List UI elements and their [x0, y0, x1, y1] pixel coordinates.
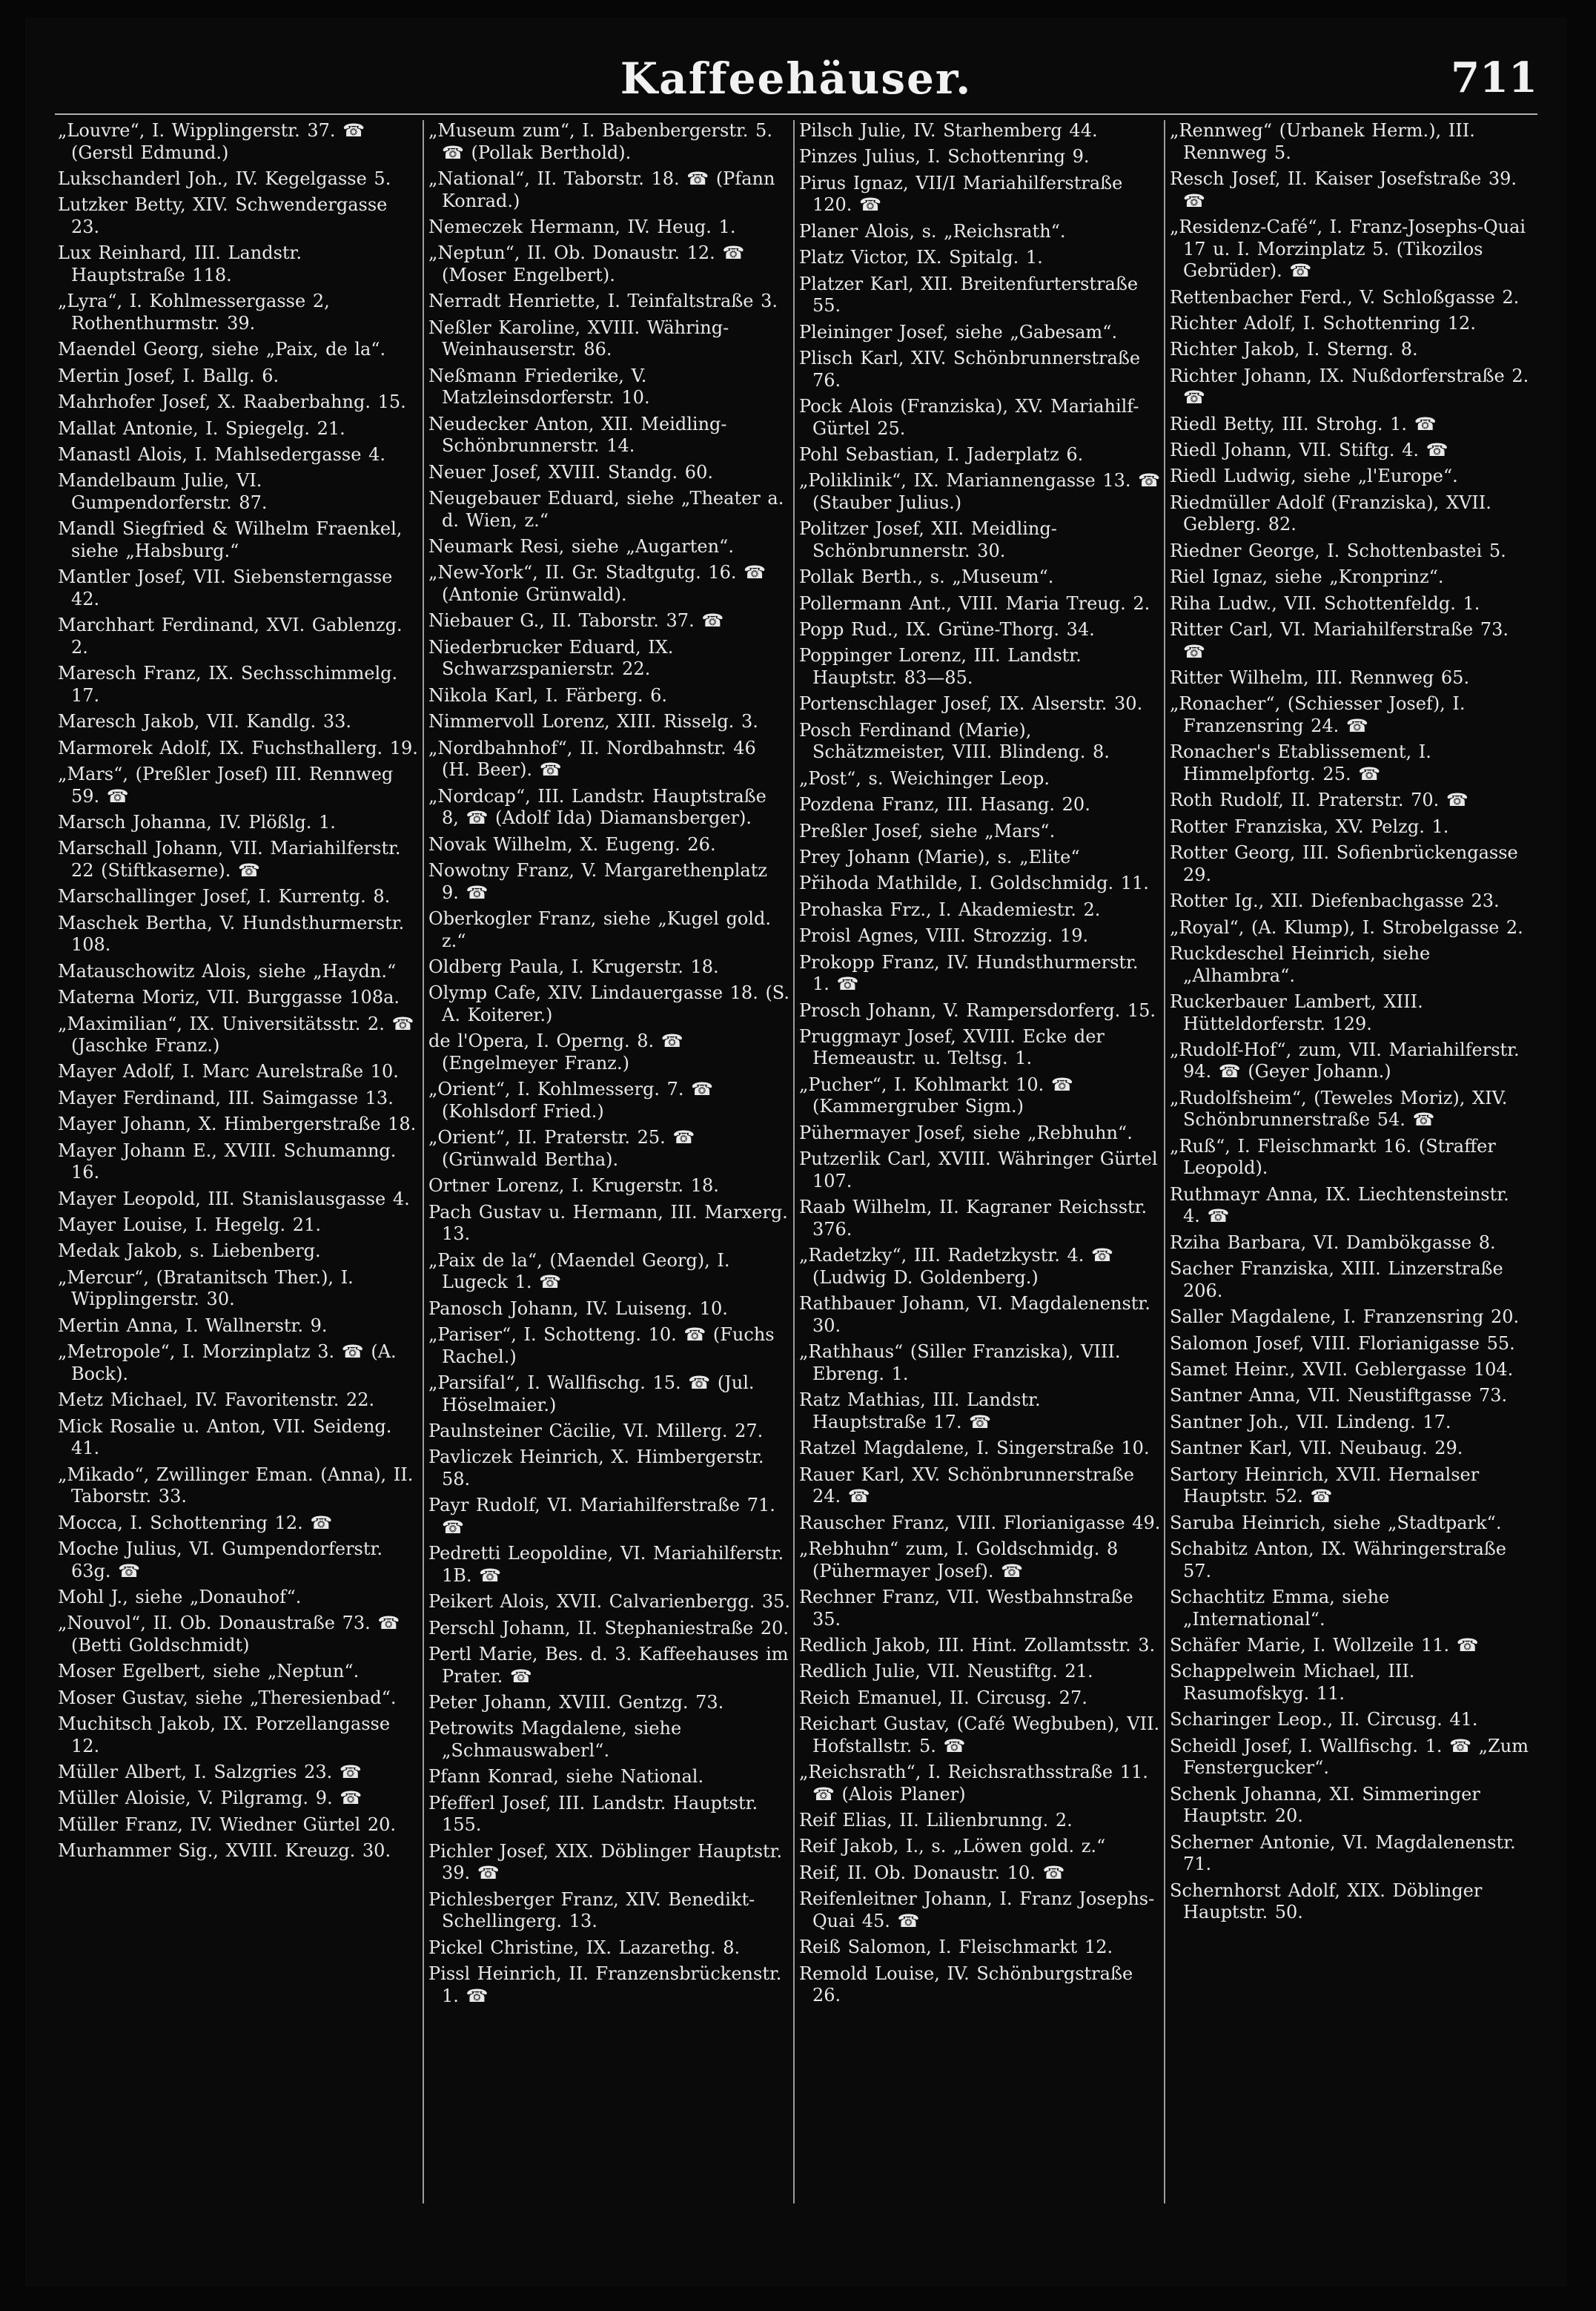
directory-entry: Mayer Ferdinand, III. Saimgasse 13. [58, 1087, 394, 1108]
directory-entry: Scheidl Josef, I. Wallfischg. 1. ☎ „Zum Fenstergucker“. [1170, 1735, 1529, 1779]
directory-entry: Rechner Franz, VII. Westbahnstraße 35. [799, 1586, 1133, 1630]
directory-entry: Sacher Franziska, XIII. Linzerstraße 206. [1170, 1258, 1503, 1301]
directory-entry: Riedl Ludwig, siehe „l'Europe“. [1170, 466, 1458, 487]
directory-entry: Redlich Julie, VII. Neustiftg. 21. [799, 1661, 1093, 1682]
directory-entry: Prey Johann (Marie), s. „Elite“ [799, 846, 1080, 867]
directory-entry: Paulnsteiner Cäcilie, VI. Millerg. 27. [428, 1420, 764, 1441]
directory-entry: Reiß Salomon, I. Fleischmarkt 12. [799, 1937, 1113, 1958]
directory-entry: Lux Reinhard, III. Landstr. Hauptstraße 118. [58, 242, 302, 285]
directory-entry: Maresch Jakob, VII. Kandlg. 33. [58, 711, 352, 733]
directory-entry: Schachtitz Emma, siehe „International“. [1170, 1586, 1390, 1630]
directory-entry: Mertin Anna, I. Wallnerstr. 9. [58, 1315, 328, 1336]
directory-entry: Oldberg Paula, I. Krugerstr. 18. [428, 956, 719, 977]
directory-entry: Rziha Barbara, VI. Dambökgasse 8. [1170, 1231, 1496, 1253]
directory-entry: Niederbrucker Eduard, IX. Schwarzspanierstr. 22. [428, 636, 674, 680]
directory-entry: Mallat Antonie, I. Spiegelg. 21. [58, 417, 345, 439]
directory-entry: „Maximilian“, IX. Universitätsstr. 2. ☎ (Jaschke Franz.) [58, 1013, 414, 1057]
directory-entry: Salomon Josef, VIII. Florianigasse 55. [1170, 1332, 1515, 1354]
directory-entry: „Nouvol“, II. Ob. Donaustraße 73. ☎ (Betti Goldschmidt) [58, 1613, 400, 1656]
directory-entry: Politzer Josef, XII. Meidling-Schönbrunnerstr. 30. [799, 518, 1057, 561]
directory-entry: Pichler Josef, XIX. Döblinger Hauptstr. 39. ☎ [428, 1840, 783, 1884]
directory-entry: Perschl Johann, II. Stephaniestraße 20. [428, 1617, 789, 1639]
directory-entry: Pock Alois (Franziska), XV. Mariahilf-Gürtel 25. [799, 395, 1139, 439]
directory-entry: Ronacher's Etablissement, I. Himmelpfortg. 25. ☎ [1170, 741, 1431, 784]
directory-entry: Prohaska Frz., I. Akademiestr. 2. [799, 899, 1101, 920]
page-title: Kaffeehäuser. [620, 53, 973, 104]
column-divider [793, 120, 795, 2203]
directory-entry: Ritter Wilhelm, III. Rennweg 65. [1170, 667, 1470, 689]
directory-entry: Neßmann Friederike, V. Matzleinsdorferstr. 10. [428, 365, 650, 409]
directory-entry: Ortner Lorenz, I. Krugerstr. 18. [428, 1175, 719, 1197]
directory-entry: Pinzes Julius, I. Schottenring 9. [799, 146, 1090, 168]
directory-entry: Roth Rudolf, II. Praterstr. 70. ☎ [1170, 790, 1468, 811]
directory-entry: „Neptun“, II. Ob. Donaustr. 12. ☎ (Moser Engelbert). [428, 242, 745, 285]
directory-entry: Saller Magdalene, I. Franzensring 20. [1170, 1306, 1520, 1328]
directory-entry: „Parsifal“, I. Wallfischg. 15. ☎ (Jul. Höselmaier.) [428, 1372, 755, 1415]
directory-entry: Pohl Sebastian, I. Jaderplatz 6. [799, 443, 1084, 465]
directory-entry: Nikola Karl, I. Färberg. 6. [428, 684, 668, 706]
directory-entry: Pichlesberger Franz, XIV. Benedikt-Schellingerg. 13. [428, 1888, 755, 1932]
directory-entry: Schabitz Anton, IX. Währingerstraße 57. [1170, 1538, 1506, 1581]
directory-entry: Poppinger Lorenz, III. Landstr. Hauptstr. 83—85. [799, 645, 1082, 689]
directory-entry: Mayer Adolf, I. Marc Aurelstraße 10. [58, 1061, 399, 1082]
directory-entry: Olymp Cafe, XIV. Lindauergasse 18. (S. A. Koiterer.) [428, 982, 790, 1025]
directory-entry: Pilsch Julie, IV. Starhemberg 44. [799, 120, 1098, 141]
directory-entry: „Mikado“, Zwillinger Eman. (Anna), II. Taborstr. 33. [58, 1464, 414, 1507]
directory-entry: „Paix de la“, (Maendel Georg), I. Lugeck 1. ☎ [428, 1249, 730, 1293]
directory-entry: „National“, II. Taborstr. 18. ☎ (Pfann Konrad.) [428, 168, 775, 211]
directory-entry: Peter Johann, XVIII. Gentzg. 73. [428, 1692, 724, 1713]
directory-entry: „Mercur“, (Bratanitsch Ther.), I. Wipplingerstr. 30. [58, 1266, 354, 1310]
directory-entry: „Rudolf-Hof“, zum, VII. Mariahilferstr. 94. ☎ (Geyer Johann.) [1170, 1039, 1520, 1082]
directory-entry: Neugebauer Eduard, siehe „Theater a. d. Wien, z.“ [428, 488, 784, 531]
directory-entry: „Nordcap“, III. Landstr. Hauptstraße 8, ☎ (Adolf Ida) Diamansberger). [428, 785, 766, 829]
directory-entry: Santner Joh., VII. Lindeng. 17. [1170, 1411, 1451, 1432]
directory-entry: „Royal“, (A. Klump), I. Strobelgasse 2. [1170, 916, 1523, 938]
directory-entry: Materna Moriz, VII. Burggasse 108a. [58, 987, 400, 1008]
directory-entry: „Pucher“, I. Kohlmarkt 10. ☎ (Kammergruber Sigm.) [799, 1074, 1073, 1117]
directory-entry: Santner Karl, VII. Neubaug. 29. [1170, 1438, 1463, 1459]
column-divider [1164, 120, 1165, 2203]
directory-entry: „Rebhuhn“ zum, I. Goldschmidg. 8 (Pühermayer Josef). ☎ [799, 1538, 1119, 1581]
directory-entry: Mayer Leopold, III. Stanislausgasse 4. [58, 1188, 410, 1209]
directory-entry: Schäfer Marie, I. Wollzeile 11. ☎ [1170, 1634, 1479, 1656]
page-number: 711 [1451, 53, 1537, 102]
header-rule [55, 113, 1537, 115]
directory-entry: Marsch Johanna, IV. Plößlg. 1. [58, 811, 336, 833]
directory-entry: Maendel Georg, siehe „Paix, de la“. [58, 339, 386, 360]
directory-entry: „Rudolfsheim“, (Teweles Moriz), XIV. Schönbrunnerstraße 54. ☎ [1170, 1087, 1508, 1131]
directory-entry: Prokopp Franz, IV. Hundsthurmerstr. 1. ☎ [799, 951, 1139, 995]
directory-entry: Pfefferl Josef, III. Landstr. Hauptstr. 155. [428, 1792, 758, 1836]
directory-entry: „Ronacher“, (Schiesser Josef), I. Franzensring 24. ☎ [1170, 693, 1466, 736]
directory-entry: Medak Jakob, s. Liebenberg. [58, 1240, 321, 1262]
directory-entry: Richter Jakob, I. Sterng. 8. [1170, 339, 1418, 360]
directory-entry: Redlich Jakob, III. Hint. Zollamtsstr. 3. [799, 1634, 1156, 1656]
directory-entry: Sartory Heinrich, XVII. Hernalser Hauptstr. 52. ☎ [1170, 1464, 1480, 1507]
directory-entry: Marschallinger Josef, I. Kurrentg. 8. [58, 886, 391, 907]
directory-entry: Pavliczek Heinrich, X. Himbergerstr. 58. [428, 1447, 764, 1490]
directory-entry: Pruggmayr Josef, XVIII. Ecke der Hemeaustr. u. Teltsg. 1. [799, 1025, 1105, 1069]
directory-entry: Mayer Johann, X. Himbergerstraße 18. [58, 1114, 417, 1135]
directory-entry: Moser Gustav, siehe „Theresienbad“. [58, 1687, 397, 1708]
directory-entry: Platz Victor, IX. Spitalg. 1. [799, 247, 1043, 268]
directory-entry: Santner Anna, VII. Neustiftgasse 73. [1170, 1385, 1508, 1406]
directory-entry: Platzer Karl, XII. Breitenfurterstraße 55. [799, 273, 1139, 317]
directory-entry: Pedretti Leopoldine, VI. Mariahilferstr. 1B. ☎ [428, 1543, 784, 1586]
directory-entry: Ritter Carl, VI. Mariahilferstraße 73. ☎ [1170, 619, 1509, 662]
directory-entry: Reich Emanuel, II. Circusg. 27. [799, 1687, 1087, 1708]
directory-entry: Ruckdeschel Heinrich, siehe „Alhambra“. [1170, 942, 1431, 986]
directory-entry: Mertin Josef, I. Ballg. 6. [58, 365, 279, 386]
directory-entry: Putzerlik Carl, XVIII. Währinger Gürtel 107. [799, 1148, 1158, 1191]
directory-entry: Posch Ferdinand (Marie), Schätzmeister, VIII. Blindeng. 8. [799, 719, 1110, 763]
directory-entry: Ratz Mathias, III. Landstr. Hauptstraße 17. ☎ [799, 1389, 1041, 1432]
directory-entry: Mocca, I. Schottenring 12. ☎ [58, 1512, 333, 1533]
directory-entry: Mohl J., siehe „Donauhof“. [58, 1586, 302, 1607]
directory-entry: Nerradt Henriette, I. Teinfaltstraße 3. [428, 291, 778, 312]
directory-entry: Riedl Betty, III. Strohg. 1. ☎ [1170, 413, 1437, 434]
directory-entry: Petrowits Magdalene, siehe „Schmauswaberl“. [428, 1718, 682, 1762]
directory-entry: „Louvre“, I. Wipplingerstr. 37. ☎ (Gerstl Edmund.) [58, 120, 365, 163]
directory-entry: Popp Rud., IX. Grüne-Thorg. 34. [799, 619, 1095, 641]
column-3 [799, 120, 1161, 2203]
directory-entry: Lukschanderl Joh., IV. Kegelgasse 5. [58, 168, 391, 189]
directory-entry: Peikert Alois, XVII. Calvarienbergg. 35. [428, 1591, 790, 1613]
directory-entry: Reif, II. Ob. Donaustr. 10. ☎ [799, 1862, 1065, 1883]
directory-entry: Rotter Franziska, XV. Pelzg. 1. [1170, 816, 1449, 837]
directory-entry: Oberkogler Franz, siehe „Kugel gold. z.“ [428, 907, 771, 951]
directory-entry: Schenk Johanna, XI. Simmeringer Hauptstr. 20. [1170, 1783, 1480, 1827]
directory-entry: Novak Wilhelm, X. Eugeng. 26. [428, 833, 716, 855]
directory-entry: „Mars“, (Preßler Josef) III. Rennweg 59. ☎ [58, 763, 394, 807]
directory-entry: Pertl Marie, Bes. d. 3. Kaffeehauses im Prater. ☎ [428, 1644, 789, 1687]
directory-entry: Saruba Heinrich, siehe „Stadtpark“. [1170, 1512, 1502, 1533]
page-header [55, 46, 1537, 117]
directory-entry: Pickel Christine, IX. Lazarethg. 8. [428, 1937, 741, 1958]
directory-entry: „Lyra“, I. Kohlmessergasse 2, Rothenthurmstr. 39. [58, 291, 330, 334]
directory-entry: Matauschowitz Alois, siehe „Haydn.“ [58, 960, 397, 982]
directory-entry: Rauer Karl, XV. Schönbrunnerstraße 24. ☎ [799, 1464, 1134, 1507]
directory-entry: Marchhart Ferdinand, XVI. Gablenzg. 2. [58, 615, 403, 658]
directory-entry: Přihoda Mathilde, I. Goldschmidg. 11. [799, 873, 1149, 894]
directory-entry: Riedl Johann, VII. Stiftg. 4. ☎ [1170, 440, 1448, 461]
directory-entry: Pollak Berth., s. „Museum“. [799, 566, 1054, 588]
directory-entry: Remold Louise, IV. Schönburgstraße 26. [799, 1963, 1133, 2006]
directory-entry: Payr Rudolf, VI. Mariahilferstraße 71. ☎ [428, 1495, 775, 1538]
directory-entry: „Reichsrath“, I. Reichsrathsstraße 11. ☎ (Alois Planer) [799, 1762, 1148, 1805]
directory-entry: Scherner Antonie, VI. Magdalenenstr. 71. [1170, 1831, 1516, 1875]
directory-entry: Pissl Heinrich, II. Franzensbrückenstr. 1. ☎ [428, 1963, 782, 2006]
directory-entry: Pleininger Josef, siehe „Gabesam“. [799, 321, 1118, 343]
directory-entry: „Nordbahnhof“, II. Nordbahnstr. 46 (H. Beer). ☎ [428, 737, 756, 781]
directory-entry: „New-York“, II. Gr. Stadtgutg. 16. ☎ (Antonie Grünwald). [428, 562, 766, 606]
directory-entry: „Orient“, I. Kohlmesserg. 7. ☎ (Kohlsdorf Fried.) [428, 1079, 714, 1122]
directory-entry: Rotter Ig., XII. Diefenbachgasse 23. [1170, 890, 1500, 912]
directory-entry: Marmorek Adolf, IX. Fuchsthallerg. 19. [58, 737, 418, 758]
column-1 [58, 120, 420, 2203]
directory-entry: Plisch Karl, XIV. Schönbrunnerstraße 76. [799, 347, 1141, 391]
directory-entry: Rathbauer Johann, VI. Magdalenenstr. 30. [799, 1293, 1150, 1336]
directory-entry: „Rathhaus“ (Siller Franziska), VIII. Ebreng. 1. [799, 1341, 1121, 1384]
directory-entry: Pach Gustav u. Hermann, III. Marxerg. 13. [428, 1201, 788, 1245]
directory-entry: Riedmüller Adolf (Franziska), XVII. Geblerg. 82. [1170, 492, 1491, 535]
directory-entry: Riel Ignaz, siehe „Kronprinz“. [1170, 566, 1444, 588]
directory-entry: Richter Adolf, I. Schottenring 12. [1170, 312, 1476, 334]
directory-entry: Riha Ludw., VII. Schottenfeldg. 1. [1170, 592, 1480, 614]
directory-entry: Prosch Johann, V. Rampersdorferg. 15. [799, 999, 1156, 1021]
directory-entry: Proisl Agnes, VIII. Strozzig. 19. [799, 925, 1089, 947]
directory-entry: Resch Josef, II. Kaiser Josefstraße 39. ☎ [1170, 168, 1517, 211]
directory-entry: Reifenleitner Johann, I. Franz Josephs-Quai 45. ☎ [799, 1888, 1155, 1931]
column-2 [428, 120, 790, 2203]
directory-entry: Reif Elias, II. Lilienbrunng. 2. [799, 1810, 1073, 1831]
directory-entry: Panosch Johann, IV. Luiseng. 10. [428, 1297, 728, 1319]
directory-entry: Preßler Josef, siehe „Mars“. [799, 820, 1056, 842]
directory-entry: Rotter Georg, III. Sofienbrückengasse 29. [1170, 842, 1518, 885]
directory-entry: Müller Albert, I. Salzgries 23. ☎ [58, 1762, 362, 1783]
directory-entry: Murhammer Sig., XVIII. Kreuzg. 30. [58, 1840, 391, 1862]
directory-entry: „Metropole“, I. Morzinplatz 3. ☎ (A. Bock). [58, 1341, 397, 1384]
directory-entry: Mayer Louise, I. Hegelg. 21. [58, 1214, 321, 1236]
directory-entry: Riedner George, I. Schottenbastei 5. [1170, 540, 1506, 561]
directory-entry: Pozdena Franz, III. Hasang. 20. [799, 794, 1090, 816]
directory-entry: „Pariser“, I. Schotteng. 10. ☎ (Fuchs Rachel.) [428, 1324, 775, 1367]
directory-entry: Rauscher Franz, VIII. Florianigasse 49. [799, 1512, 1161, 1533]
directory-entry: Mahrhofer Josef, X. Raaberbahng. 15. [58, 391, 406, 413]
directory-entry: Mandelbaum Julie, VI. Gumpendorferstr. 87. [58, 470, 268, 513]
directory-entry: Rettenbacher Ferd., V. Schloßgasse 2. [1170, 286, 1520, 308]
directory-entry: Müller Franz, IV. Wiedner Gürtel 20. [58, 1814, 397, 1835]
directory-entry: „Radetzky“, III. Radetzkystr. 4. ☎ (Ludwig D. Goldenberg.) [799, 1245, 1113, 1288]
directory-entry: Reif Jakob, I., s. „Löwen gold. z.“ [799, 1836, 1106, 1857]
directory-entry: Lutzker Betty, XIV. Schwendergasse 23. [58, 194, 388, 237]
directory-entry: Mayer Johann E., XVIII. Schumanng. 16. [58, 1140, 397, 1183]
directory-entry: Neudecker Anton, XII. Meidling-Schönbrunnerstr. 14. [428, 413, 727, 457]
directory-entry: Maresch Franz, IX. Sechsschimmelg. 17. [58, 663, 398, 706]
directory-entry: Manastl Alois, I. Mahlsedergasse 4. [58, 443, 385, 465]
directory-entry: Raab Wilhelm, II. Kagraner Reichsstr. 376. [799, 1197, 1148, 1240]
directory-columns [58, 120, 1537, 2203]
directory-entry: Richter Johann, IX. Nußdorferstraße 2. ☎ [1170, 365, 1529, 409]
directory-entry: Marschall Johann, VII. Mariahilferstr. 22 (Stiftkaserne). ☎ [58, 838, 401, 881]
directory-entry: „Rennweg“ (Urbanek Herm.), III. Rennweg 5. [1170, 120, 1475, 163]
directory-entry: Samet Heinr., XVII. Geblergasse 104. [1170, 1358, 1514, 1380]
directory-entry: Pühermayer Josef, siehe „Rebhuhn“. [799, 1122, 1133, 1143]
directory-entry: Pfann Konrad, siehe National. [428, 1766, 704, 1788]
directory-entry: Niebauer G., II. Taborstr. 37. ☎ [428, 610, 724, 632]
directory-entry: Maschek Bertha, V. Hundsthurmerstr. 108. [58, 912, 405, 956]
directory-entry: „Poliklinik“, IX. Mariannengasse 13. ☎ (Stauber Julius.) [799, 470, 1161, 513]
directory-entry: „Ruß“, I. Fleischmarkt 16. (Straffer Leopold). [1170, 1135, 1496, 1179]
directory-entry: Müller Aloisie, V. Pilgramg. 9. ☎ [58, 1788, 362, 1809]
directory-entry: Planer Alois, s. „Reichsrath“. [799, 220, 1066, 242]
directory-entry: Muchitsch Jakob, IX. Porzellangasse 12. [58, 1713, 391, 1756]
column-divider [423, 120, 424, 2203]
directory-entry: Neßler Karoline, XVIII. Währing-Weinhauserstr. 86. [428, 317, 729, 360]
directory-entry: Ruckerbauer Lambert, XIII. Hütteldorferstr. 129. [1170, 991, 1423, 1034]
directory-entry: Neuer Josef, XVIII. Standg. 60. [428, 461, 713, 483]
directory-entry: Moser Egelbert, siehe „Neptun“. [58, 1661, 360, 1682]
directory-entry: Neumark Resi, siehe „Augarten“. [428, 536, 734, 558]
directory-entry: Schappelwein Michael, III. Rasumofskyg. 11. [1170, 1661, 1415, 1704]
directory-page [25, 18, 1567, 2287]
directory-entry: Nimmervoll Lorenz, XIII. Risselg. 3. [428, 711, 758, 733]
directory-entry: Mick Rosalie u. Anton, VII. Seideng. 41. [58, 1415, 392, 1459]
column-4 [1170, 120, 1532, 2203]
directory-entry: „Museum zum“, I. Babenbergerstr. 5. ☎ (Pollak Berthold). [428, 120, 772, 163]
directory-entry: Mantler Josef, VII. Siebensterngasse 42. [58, 566, 393, 609]
directory-entry: Moche Julius, VI. Gumpendorferstr. 63g. ☎ [58, 1538, 383, 1581]
directory-entry: Schernhorst Adolf, XIX. Döblinger Hauptstr. 50. [1170, 1879, 1483, 1923]
directory-entry: Ruthmayr Anna, IX. Liechtensteinstr. 4. ☎ [1170, 1183, 1509, 1227]
directory-entry: Scharinger Leop., II. Circusg. 41. [1170, 1709, 1478, 1730]
directory-entry: „Orient“, II. Praterstr. 25. ☎ (Grünwald Bertha). [428, 1127, 695, 1170]
directory-entry: Nemeczek Hermann, IV. Heug. 1. [428, 216, 736, 237]
directory-entry: Nowotny Franz, V. Margarethenplatz 9. ☎ [428, 859, 768, 903]
directory-entry: de l'Opera, I. Operng. 8. ☎ (Engelmeyer Franz.) [428, 1031, 683, 1074]
directory-entry: Metz Michael, IV. Favoritenstr. 22. [58, 1389, 375, 1411]
directory-entry: Reichart Gustav, (Café Wegbuben), VII. Hofstallstr. 5. ☎ [799, 1713, 1160, 1756]
directory-entry: Portenschlager Josef, IX. Alserstr. 30. [799, 693, 1143, 715]
directory-entry: Pollermann Ant., VIII. Maria Treug. 2. [799, 592, 1150, 614]
directory-entry: Mandl Siegfried & Wilhelm Fraenkel, siehe „Habsburg.“ [58, 518, 403, 561]
directory-entry: „Residenz-Café“, I. Franz-Josephs-Quai 17 u. I. Morzinplatz 5. (Tikozilos Gebrüder). ☎ [1170, 216, 1526, 282]
directory-entry: Pirus Ignaz, VII/I Mariahilferstraße 120. ☎ [799, 172, 1123, 216]
directory-entry: Ratzel Magdalene, I. Singerstraße 10. [799, 1438, 1150, 1459]
directory-entry: „Post“, s. Weichinger Leop. [799, 767, 1050, 789]
